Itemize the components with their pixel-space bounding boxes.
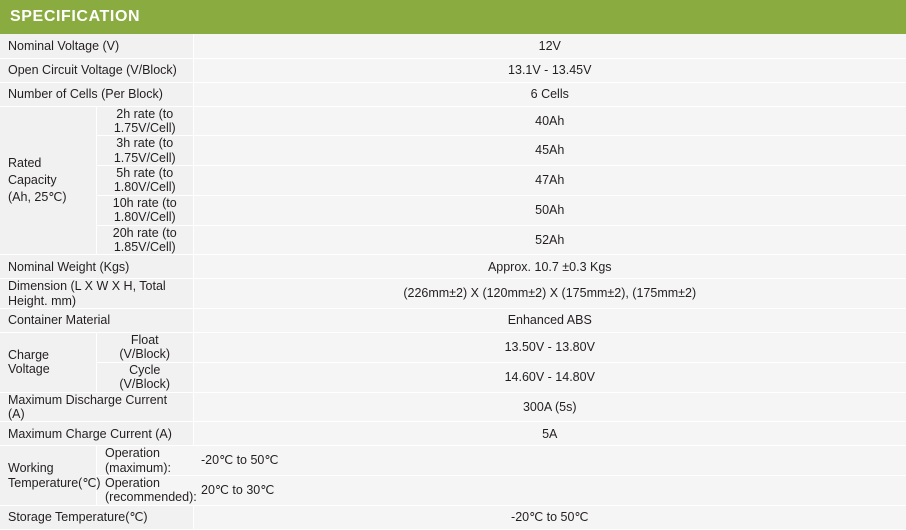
rated-capacity-value: 40Ah — [193, 106, 906, 136]
row-label-container-material: Container Material — [0, 309, 193, 333]
rated-capacity-value: 45Ah — [193, 136, 906, 166]
table-row — [0, 446, 906, 476]
table-row — [0, 82, 906, 106]
working-temperature-condition: Operation (maximum): — [97, 446, 194, 476]
charge-voltage-value: 14.60V - 14.80V — [193, 362, 906, 392]
table-row — [0, 225, 906, 255]
row-label-nominal-voltage: Nominal Voltage (V) — [0, 34, 193, 58]
row-value-open-circuit-voltage: 13.1V - 13.45V — [193, 58, 906, 82]
table-row — [0, 279, 906, 309]
working-temperature-value: -20℃ to 50℃ — [193, 446, 906, 476]
row-value-max-charge-current: 5A — [193, 422, 906, 446]
row-value-nominal-weight: Approx. 10.7 ±0.3 Kgs — [193, 255, 906, 279]
row-value-number-of-cells: 6 Cells — [193, 82, 906, 106]
table-row — [0, 166, 906, 196]
table-row — [0, 505, 906, 529]
specification-header — [0, 0, 906, 34]
rated-capacity-rate: 2h rate (to 1.75V/Cell) — [97, 106, 194, 136]
page-title: SPECIFICATION — [10, 8, 141, 25]
rated-capacity-value: 47Ah — [193, 166, 906, 196]
row-label-open-circuit-voltage: Open Circuit Voltage (V/Block) — [0, 58, 193, 82]
rated-capacity-rate: 3h rate (to 1.75V/Cell) — [97, 136, 194, 166]
charge-voltage-mode: Cycle (V/Block) — [97, 362, 194, 392]
row-value-container-material: Enhanced ABS — [193, 309, 906, 333]
table-row — [0, 309, 906, 333]
working-temperature-value: 20℃ to 30℃ — [193, 476, 906, 506]
row-label-nominal-weight: Nominal Weight (Kgs) — [0, 255, 193, 279]
row-value-dimension: (226mm±2) X (120mm±2) X (175mm±2), (175mm±2) — [193, 279, 906, 309]
working-temperature-condition: Operation (recommended): — [97, 476, 194, 506]
table-row — [0, 422, 906, 446]
table-row — [0, 362, 906, 392]
row-label-rated-capacity — [0, 106, 97, 255]
row-label-max-charge-current: Maximum Charge Current (A) — [0, 422, 193, 446]
table-row — [0, 476, 906, 506]
row-label-dimension: Dimension (L X W X H, Total Height. mm) — [0, 279, 193, 309]
row-label-number-of-cells: Number of Cells (Per Block) — [0, 82, 193, 106]
rated-capacity-rate: 10h rate (to 1.80V/Cell) — [97, 195, 194, 225]
rated-capacity-rate: 5h rate (to 1.80V/Cell) — [97, 166, 194, 196]
specification-table — [0, 34, 906, 530]
row-value-max-discharge-current: 300A (5s) — [193, 392, 906, 422]
table-row — [0, 136, 906, 166]
row-label-charge-voltage: Charge Voltage — [0, 333, 97, 393]
row-label-max-discharge-current: Maximum Discharge Current (A) — [0, 392, 193, 422]
table-row — [0, 255, 906, 279]
table-row — [0, 392, 906, 422]
charge-voltage-mode: Float (V/Block) — [97, 333, 194, 363]
table-row — [0, 333, 906, 363]
rated-capacity-value: 50Ah — [193, 195, 906, 225]
rated-capacity-line1: Rated Capacity — [8, 156, 57, 187]
row-value-storage-temperature: -20℃ to 50℃ — [193, 505, 906, 529]
table-row — [0, 106, 906, 136]
row-value-nominal-voltage: 12V — [193, 34, 906, 58]
row-label-working-temperature: Working Temperature(℃) — [0, 446, 97, 506]
rated-capacity-value: 52Ah — [193, 225, 906, 255]
rated-capacity-line2: (Ah, 25℃) — [8, 189, 67, 204]
rated-capacity-rate: 20h rate (to 1.85V/Cell) — [97, 225, 194, 255]
charge-voltage-value: 13.50V - 13.80V — [193, 333, 906, 363]
table-row — [0, 34, 906, 58]
row-label-storage-temperature: Storage Temperature(℃) — [0, 505, 193, 529]
table-row — [0, 195, 906, 225]
table-row — [0, 58, 906, 82]
